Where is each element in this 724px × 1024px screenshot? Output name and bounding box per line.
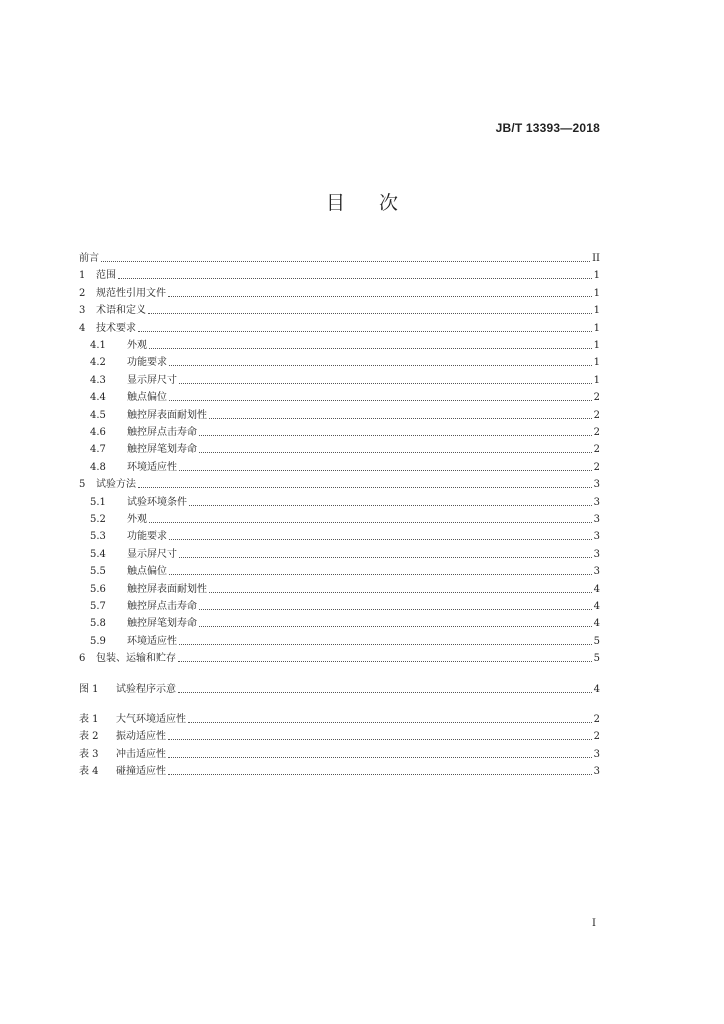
toc-entry-page: 2 (593, 427, 600, 438)
toc-entry[interactable] (79, 613, 600, 630)
toc-entry[interactable] (79, 474, 600, 491)
toc-entry-number: 4.4 (90, 392, 106, 404)
toc-entry-label: 振动适应性 (116, 731, 166, 743)
toc-entry-label: 试验方法 (96, 479, 136, 491)
toc-entry-number: 5.8 (90, 618, 106, 630)
toc-entry-label: 触控屏笔划寿命 (127, 444, 197, 456)
toc-entry-label: 触控屏表面耐划性 (127, 409, 207, 421)
dot-leader (179, 383, 592, 384)
toc-entry-page: 2 (593, 392, 600, 404)
toc-entry-number: 4 (79, 322, 86, 334)
toc-entry-number: 4.6 (90, 427, 106, 438)
toc-entry[interactable] (79, 457, 600, 474)
toc-entry-label: 环境适应性 (127, 635, 177, 647)
standard-code: JB/T 13393—2018 (495, 121, 600, 135)
toc-entry-label: 外观 (127, 340, 147, 351)
toc-entry[interactable] (79, 509, 600, 526)
toc-entry-label: 术语和定义 (96, 305, 146, 317)
toc-entry-number: 表 4 (79, 766, 99, 778)
toc-entry[interactable] (79, 544, 600, 561)
toc-entry-number: 4.1 (90, 340, 106, 351)
toc-entry-label: 规范性引用文件 (96, 287, 166, 299)
toc-entry-label: 功能要求 (127, 357, 167, 369)
toc-entry[interactable] (79, 526, 600, 543)
toc-entry-number: 表 1 (79, 714, 99, 725)
toc-entry-page: 1 (593, 270, 600, 282)
toc-entry-number: 6 (79, 653, 86, 665)
toc-entry[interactable] (79, 579, 600, 596)
toc-entry-number: 图 1 (79, 683, 99, 695)
dot-leader (209, 592, 592, 593)
toc-entry-page: 4 (593, 618, 600, 630)
toc-entry-page: 3 (593, 766, 600, 778)
dot-leader (169, 365, 592, 366)
toc-entry-page: 3 (593, 548, 600, 560)
toc-entry-label: 环境适应性 (127, 461, 177, 473)
toc-entry-label: 触控屏表面耐划性 (127, 583, 207, 595)
toc-entry-page: 1 (593, 374, 600, 386)
toc-entry-label: 试验程序示意 (116, 683, 176, 695)
toc-entry-page: II (592, 253, 600, 264)
dot-leader (168, 774, 592, 775)
toc-entry[interactable] (79, 405, 600, 422)
dot-leader (169, 400, 592, 401)
toc-entry-number: 5 (79, 479, 86, 491)
toc-entry[interactable] (79, 335, 600, 352)
toc-entry[interactable] (79, 492, 600, 509)
dot-leader (138, 331, 592, 332)
toc-entry-page: 3 (593, 496, 600, 508)
toc-entry-number: 5.3 (90, 531, 106, 543)
toc-entry-label: 碰撞适应性 (116, 766, 166, 778)
toc-entry[interactable] (79, 283, 600, 300)
dot-leader (199, 435, 592, 436)
toc-entry-number: 2 (79, 287, 86, 299)
toc-entry-number: 5.5 (90, 566, 106, 578)
title-char-1: 目 (325, 192, 345, 214)
toc-entry-label: 包装、运输和贮存 (96, 653, 176, 665)
toc-entry-page: 1 (593, 357, 600, 369)
toc-entry-page: 4 (593, 601, 600, 612)
toc-entry-label: 外观 (127, 514, 147, 525)
dot-leader (209, 418, 592, 419)
toc-entry[interactable] (79, 370, 600, 387)
dot-leader (178, 661, 592, 662)
toc-entry-page: 3 (593, 748, 600, 760)
toc-entry-label: 显示屏尺寸 (127, 374, 177, 386)
toc-entry-number: 3 (79, 305, 86, 317)
toc-entry-number: 5.6 (90, 583, 106, 595)
page-number: I (592, 918, 596, 929)
toc-entry-label: 触控屏笔划寿命 (127, 618, 197, 630)
toc-entry-label: 触点偏位 (127, 392, 167, 404)
toc-entry[interactable] (79, 318, 600, 335)
toc-entry[interactable] (79, 726, 600, 743)
dot-leader (168, 296, 592, 297)
dot-leader (179, 470, 592, 471)
toc-entry-label: 技术要求 (96, 322, 136, 334)
toc-entry-page: 3 (593, 566, 600, 578)
dot-leader (169, 539, 592, 540)
toc-entry-page: 1 (593, 305, 600, 317)
toc-entry[interactable] (79, 387, 600, 404)
toc-entry-page: 2 (593, 444, 600, 456)
toc-entry-label: 触控屏点击寿命 (127, 427, 197, 438)
toc-entry[interactable] (79, 631, 600, 648)
toc-entry-label: 前言 (79, 253, 99, 264)
toc-entry-number: 表 3 (79, 748, 99, 760)
toc-entry[interactable] (79, 561, 600, 578)
toc-entry-page: 3 (593, 514, 600, 525)
toc-entry-number: 表 2 (79, 731, 99, 743)
toc-entry[interactable] (79, 439, 600, 456)
toc-entry[interactable] (79, 679, 600, 696)
dot-leader (168, 739, 592, 740)
toc-entry-label: 范围 (96, 270, 116, 282)
toc-entry-page: 5 (593, 635, 600, 647)
dot-leader (101, 261, 590, 262)
toc-entry-number: 5.1 (90, 496, 106, 508)
toc-entry[interactable] (79, 761, 600, 778)
dot-leader (179, 644, 592, 645)
toc-entry-label: 触点偏位 (127, 566, 167, 578)
toc-entry-page: 1 (593, 287, 600, 299)
toc-entry-label: 触控屏点击寿命 (127, 601, 197, 612)
toc-entry-number: 4.5 (90, 409, 106, 421)
dot-leader (199, 609, 592, 610)
dot-leader (149, 522, 592, 523)
toc-entry-page: 1 (593, 340, 600, 351)
dot-leader (199, 626, 592, 627)
toc-entry-label: 大气环境适应性 (116, 714, 186, 725)
dot-leader (169, 574, 592, 575)
toc-entry-label: 试验环境条件 (127, 496, 187, 508)
toc-entry-page: 2 (593, 409, 600, 421)
dot-leader (199, 452, 592, 453)
toc-entry-number: 4.3 (90, 374, 106, 386)
dot-leader (189, 505, 592, 506)
toc-entry[interactable] (79, 248, 600, 265)
page-title (0, 188, 724, 215)
toc-entry-number: 4.8 (90, 461, 106, 473)
toc-entry-number: 5.9 (90, 635, 106, 647)
dot-leader (149, 348, 592, 349)
toc-entry-page: 4 (593, 583, 600, 595)
dot-leader (168, 757, 592, 758)
dot-leader (179, 557, 592, 558)
toc-entry[interactable] (79, 300, 600, 317)
dot-leader (148, 313, 592, 314)
toc-entry-page: 2 (593, 731, 600, 743)
dot-leader (138, 487, 592, 488)
title-char-2: 次 (379, 192, 399, 214)
toc-entry[interactable] (79, 422, 600, 439)
toc-entry[interactable] (79, 596, 600, 613)
toc-entry-label: 冲击适应性 (116, 748, 166, 760)
toc-entry[interactable] (79, 744, 600, 761)
dot-leader (188, 722, 592, 723)
toc-entry-number: 4.2 (90, 357, 106, 369)
toc-entry[interactable] (79, 265, 600, 282)
toc-entry-number: 5.4 (90, 548, 106, 560)
toc-entry-page: 3 (593, 531, 600, 543)
toc-entry-page: 4 (593, 683, 600, 695)
dot-leader (118, 278, 592, 279)
toc-entry-page: 1 (593, 322, 600, 334)
toc-entry[interactable] (79, 709, 600, 726)
toc-entry-page: 2 (593, 461, 600, 473)
toc-entry-page: 2 (593, 714, 600, 725)
toc-entry-number: 1 (79, 270, 86, 282)
toc-entry-number: 5.2 (90, 514, 106, 525)
toc-entry-label: 功能要求 (127, 531, 167, 543)
toc-entry-page: 5 (593, 653, 600, 665)
toc-entry-page: 3 (593, 479, 600, 491)
toc-entry[interactable] (79, 648, 600, 665)
toc-entry-label: 显示屏尺寸 (127, 548, 177, 560)
toc-entry-number: 4.7 (90, 444, 106, 456)
toc-entry[interactable] (79, 352, 600, 369)
dot-leader (178, 692, 592, 693)
toc-entry-number: 5.7 (90, 601, 106, 612)
